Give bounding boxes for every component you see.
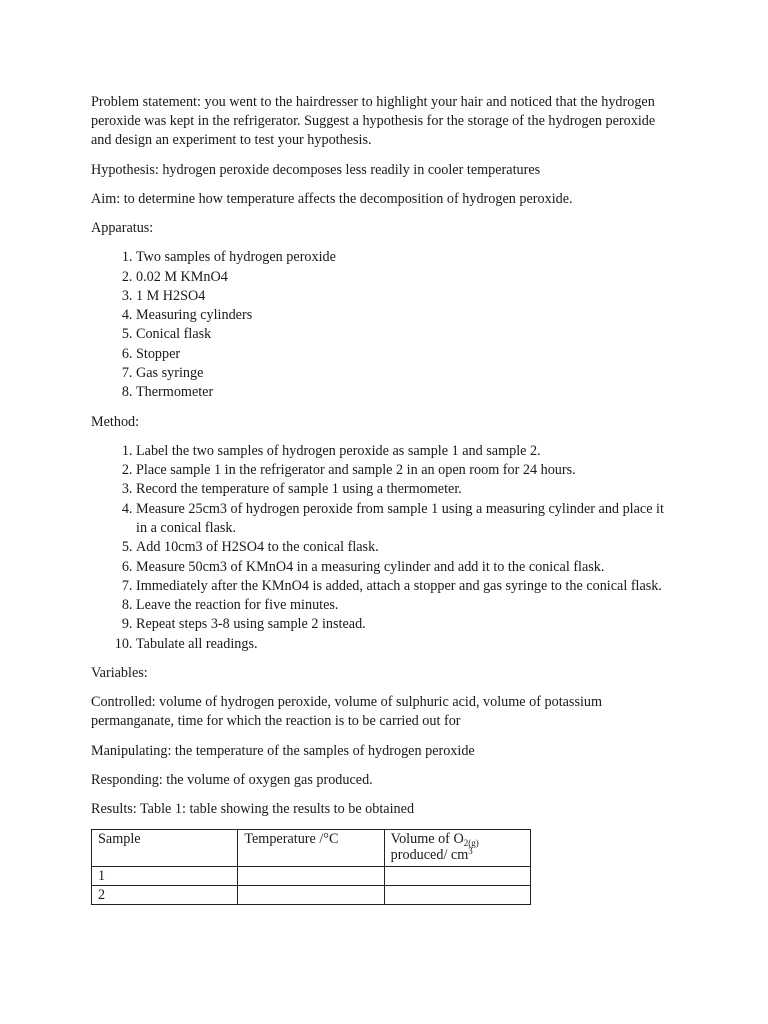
method-step: 3. Record the temperature of sample 1 using a thermometer.	[136, 480, 671, 499]
table-cell: 1	[92, 867, 238, 886]
method-step: 4. Measure 25cm3 of hydrogen peroxide from sample 1 using a measuring cylinder and place it in a conical flask.	[136, 500, 671, 539]
method-step: 9. Repeat steps 3-8 using sample 2 instead.	[136, 615, 671, 634]
apparatus-item: 3. 1 M H2SO4	[136, 287, 671, 306]
header-volume-prefix: Volume of O	[390, 831, 464, 848]
manipulating-variable: Manipulating: the temperature of the samples of hydrogen peroxide	[91, 742, 475, 759]
table-cell: 2	[92, 886, 238, 905]
table-cell	[384, 867, 530, 886]
aim: Aim: to determine how temperature affects the decomposition of hydrogen peroxide.	[91, 190, 573, 207]
apparatus-item: 8. Thermometer	[136, 383, 671, 402]
table-header-row	[92, 830, 531, 867]
table-row	[92, 867, 531, 886]
problem-statement: Problem statement: you went to the hairdresser to highlight your hair and noticed that the hydrogen peroxide was kept in the refrigerator. Suggest a hypothesis for the storage of the hydrogen peroxide and design an experiment to test your hypothesis.	[91, 94, 656, 149]
header-volume	[384, 830, 530, 867]
apparatus-item: 6. Stopper	[136, 345, 671, 364]
method-step: 1. Label the two samples of hydrogen peroxide as sample 1 and sample 2.	[136, 442, 671, 461]
method-step: 7. Immediately after the KMnO4 is added, attach a stopper and gas syringe to the conical flask.	[136, 577, 671, 596]
controlled-variables: Controlled: volume of hydrogen peroxide, volume of sulphuric acid, volume of potassium permanganate, time for which the reaction is to be carried out for	[91, 694, 603, 730]
header-volume-unit: produced/ cm	[390, 847, 469, 864]
header-temperature: Temperature /°C	[238, 830, 384, 867]
results-caption: Results: Table 1: table showing the results to be obtained	[91, 801, 415, 818]
method-step: 5. Add 10cm3 of H2SO4 to the conical flask.	[136, 538, 671, 557]
document-page	[91, 93, 671, 905]
apparatus-item: 2. 0.02 M KMnO4	[136, 268, 671, 287]
apparatus-item: 5. Conical flask	[136, 325, 671, 344]
table-cell	[238, 886, 384, 905]
apparatus-list	[91, 248, 671, 402]
apparatus-heading: Apparatus:	[91, 220, 154, 237]
hypothesis: Hypothesis: hydrogen peroxide decomposes less readily in cooler temperatures	[91, 161, 541, 178]
method-step: 10. Tabulate all readings.	[136, 635, 671, 654]
method-step: 8. Leave the reaction for five minutes.	[136, 596, 671, 615]
apparatus-item: 4. Measuring cylinders	[136, 306, 671, 325]
method-list	[91, 442, 671, 654]
header-volume-subscript: 2(g)	[463, 838, 479, 849]
table-cell	[384, 886, 530, 905]
results-table	[91, 829, 531, 905]
header-sample: Sample	[92, 830, 238, 867]
table-row	[92, 886, 531, 905]
table-cell	[238, 867, 384, 886]
header-volume-superscript: 3	[468, 846, 473, 857]
apparatus-item: 7. Gas syringe	[136, 364, 671, 383]
method-heading: Method:	[91, 413, 140, 430]
apparatus-item: 1. Two samples of hydrogen peroxide	[136, 248, 671, 267]
method-step: 2. Place sample 1 in the refrigerator and sample 2 in an open room for 24 hours.	[136, 461, 671, 480]
method-step: 6. Measure 50cm3 of KMnO4 in a measuring cylinder and add it to the conical flask.	[136, 558, 671, 577]
responding-variable: Responding: the volume of oxygen gas produced.	[91, 771, 373, 788]
variables-heading: Variables:	[91, 665, 148, 682]
